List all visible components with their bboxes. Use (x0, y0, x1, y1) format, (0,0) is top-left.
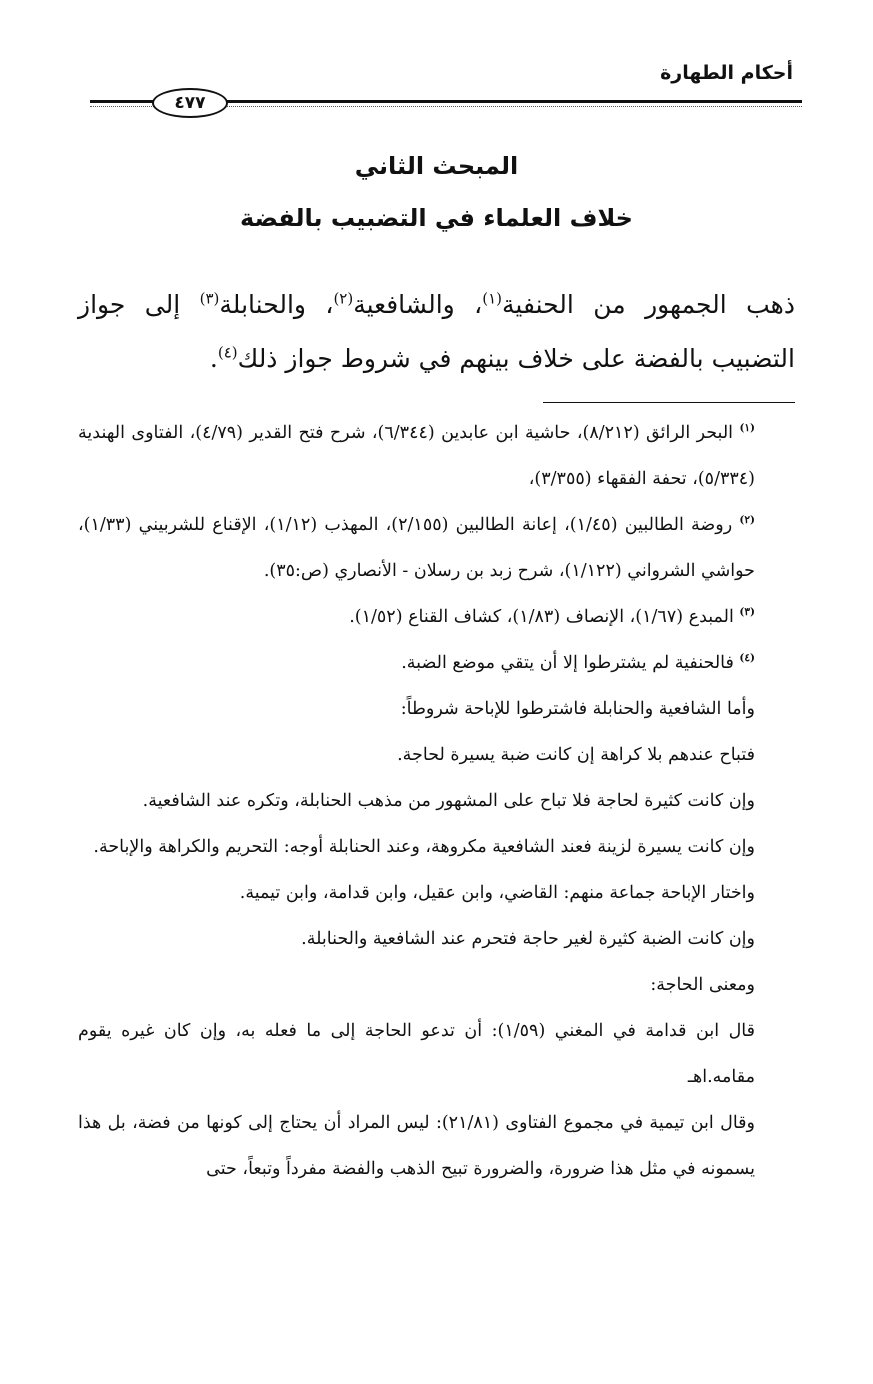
footnote-text: المبدع (١/٦٧)، الإنصاف (١/٨٣)، كشاف القناع (١/٥٢). (349, 607, 740, 627)
footnotes (78, 410, 795, 1192)
footnote-1 (78, 410, 795, 502)
footnote-mark: (٣) (739, 606, 755, 619)
footnote-3 (78, 594, 795, 640)
main-paragraph (78, 278, 795, 386)
footnote-ref: (١) (482, 289, 502, 308)
footnote-4-line: وإن كانت يسيرة لزينة فعند الشافعية مكروهة، وعند الحنابلة أوجه: التحريم والكراهة والإباحة. (93, 837, 755, 857)
footnote-4-line: فتباح عندهم بلا كراهة إن كانت ضبة يسيرة لحاجة. (397, 745, 755, 765)
footnote-mark: (١) (739, 422, 756, 435)
footnote-4-line: وإن كانت الضبة كثيرة لغير حاجة فتحرم عند الشافعية والحنابلة. (301, 929, 755, 949)
footnote-ref: (٤) (217, 343, 238, 362)
running-title: أحكام الطهارة (660, 62, 793, 84)
section-subtitle: خلاف العلماء في التضبيب بالفضة (240, 204, 633, 232)
footnote-ref: (٣) (199, 289, 220, 308)
footnote-4 (78, 640, 795, 686)
paragraph-1 (78, 278, 795, 386)
text-run: . (209, 344, 218, 373)
section-heading: المبحث الثاني (354, 152, 519, 180)
footnote-4-line: وأما الشافعية والحنابلة فاشترطوا للإباحة شروطاً: (400, 699, 755, 719)
footnote-2 (78, 502, 795, 594)
footnote-4-line: واختار الإباحة جماعة منهم: القاضي، وابن عقيل، وابن قدامة، وابن تيمية. (239, 883, 755, 903)
footnote-mark: (٢) (739, 514, 755, 527)
footnote-4-line: ومعنى الحاجة: (650, 975, 755, 995)
footnote-4-line: قال ابن قدامة في المغني (١/٥٩): أن تدعو الحاجة إلى ما فعله به، وإن كان غيره يقوم مقامه.اهـ (78, 1021, 755, 1087)
footnote-mark: (٤) (739, 652, 755, 665)
footnote-text: روضة الطالبين (١/٤٥)، إعانة الطالبين (٢/١٥٥)، المهذب (١/١٢)، الإقناع للشربيني (١/٣٣)، حواشي الشرواني (١/١٢٢)، شرح زبد بن رسلان - الأنصاري (ص:٣٥). (78, 515, 755, 581)
footnote-4-line: وإن كانت كثيرة لحاجة فلا تباح على المشهور من مذهب الحنابلة، وتكره عند الشافعية. (142, 791, 755, 811)
footnote-text: البحر الرائق (٨/٢١٢)، حاشية ابن عابدين (٦/٣٤٤)، شرح فتح القدير (٤/٧٩)، الفتاوى الهندية (٥/٣٣٤)، تحفة الفقهاء (٣/٣٥٥)، (78, 423, 755, 489)
footnote-ref: (٢) (333, 289, 354, 308)
footnote-text: فالحنفية لم يشترطوا إلا أن يتقي موضع الضبة. (401, 653, 740, 673)
footnote-4-line: وقال ابن تيمية في مجموع الفتاوى (٢١/٨١): ليس المراد أن يحتاج إلى كونها من فضة، بل هذا يسمونه في مثل هذا ضرورة، والضرورة تبيح الذهب والفضة مفرداً وتبعاً، حتى (78, 1113, 755, 1179)
text-run: ذهب الجمهور من الحنفية (502, 290, 796, 319)
text-run: إلى جواز التضبيب بالفضة على خلاف بينهم في شروط جواز ذلك (78, 290, 795, 373)
page-number: ٤٧٧ (152, 88, 228, 118)
text-run: ، والشافعية (353, 290, 483, 319)
footnote-separator (543, 402, 795, 403)
text-run: ، والحنابلة (219, 290, 334, 319)
